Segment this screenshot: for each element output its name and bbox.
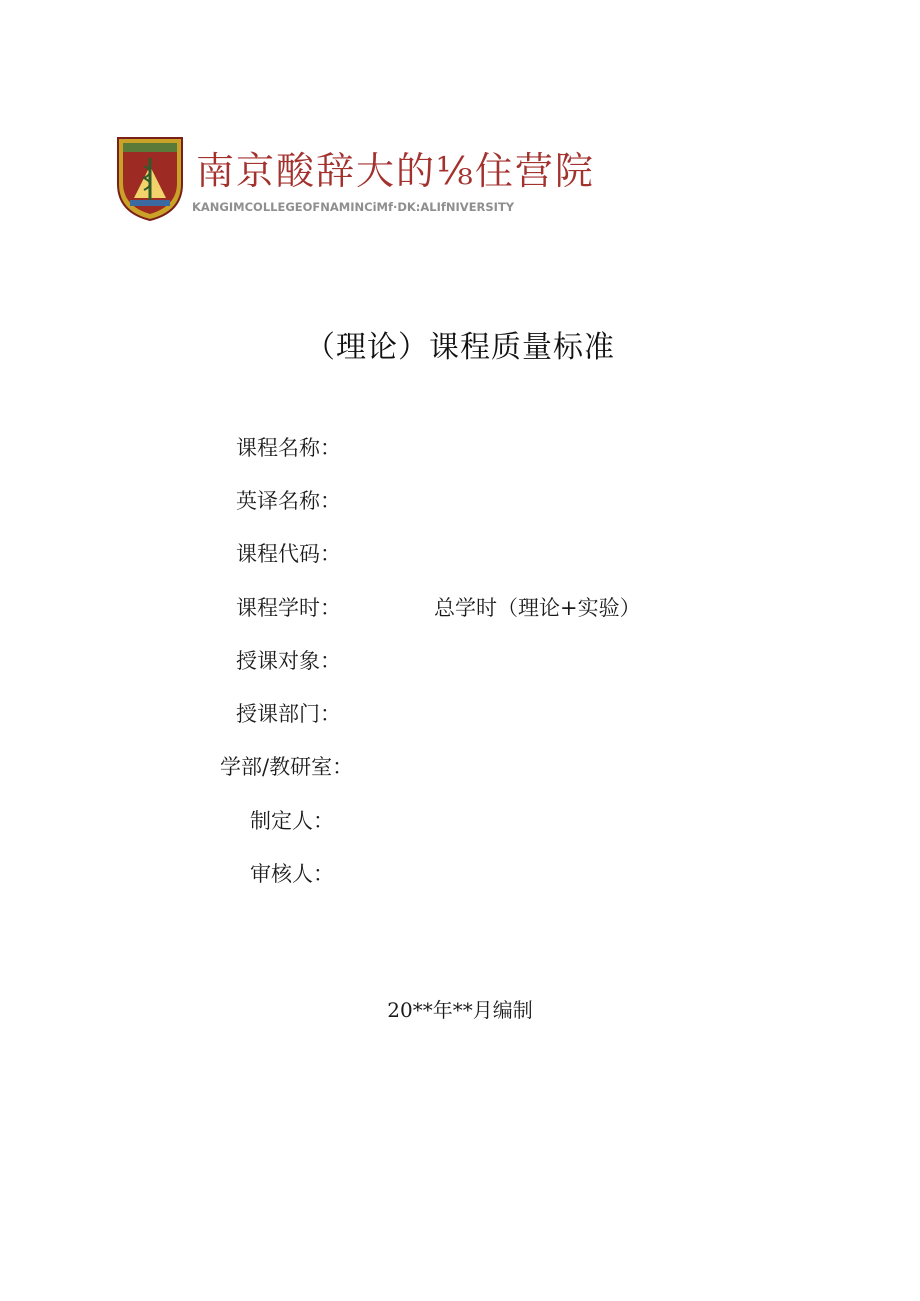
audience-label: 授课对象： (236, 649, 341, 673)
author-label: 制定人： (250, 809, 334, 833)
school-name-english: KANGIMCOLLEGEOFNAMINCiMf·DK:ALIfNIVERSITY (192, 200, 515, 214)
faculty-office-label: 学部/教研室： (220, 755, 354, 779)
header (116, 136, 636, 226)
english-name-label: 英译名称： (236, 489, 341, 513)
course-hours-note: 总学时（理论+实验） (434, 596, 641, 620)
document-title: （理论）课程质量标准 (305, 330, 615, 365)
course-code-label: 课程代码： (236, 542, 341, 566)
school-name: 南京酸辞大的⅛住营院 (196, 149, 595, 193)
course-name-label: 课程名称： (236, 436, 341, 460)
school-emblem-icon (116, 136, 184, 222)
compile-date: 20**年**月编制 (387, 998, 533, 1022)
department-label: 授课部门： (236, 702, 341, 726)
course-hours-label: 课程学时： (236, 596, 341, 620)
reviewer-label: 审核人： (250, 862, 334, 886)
